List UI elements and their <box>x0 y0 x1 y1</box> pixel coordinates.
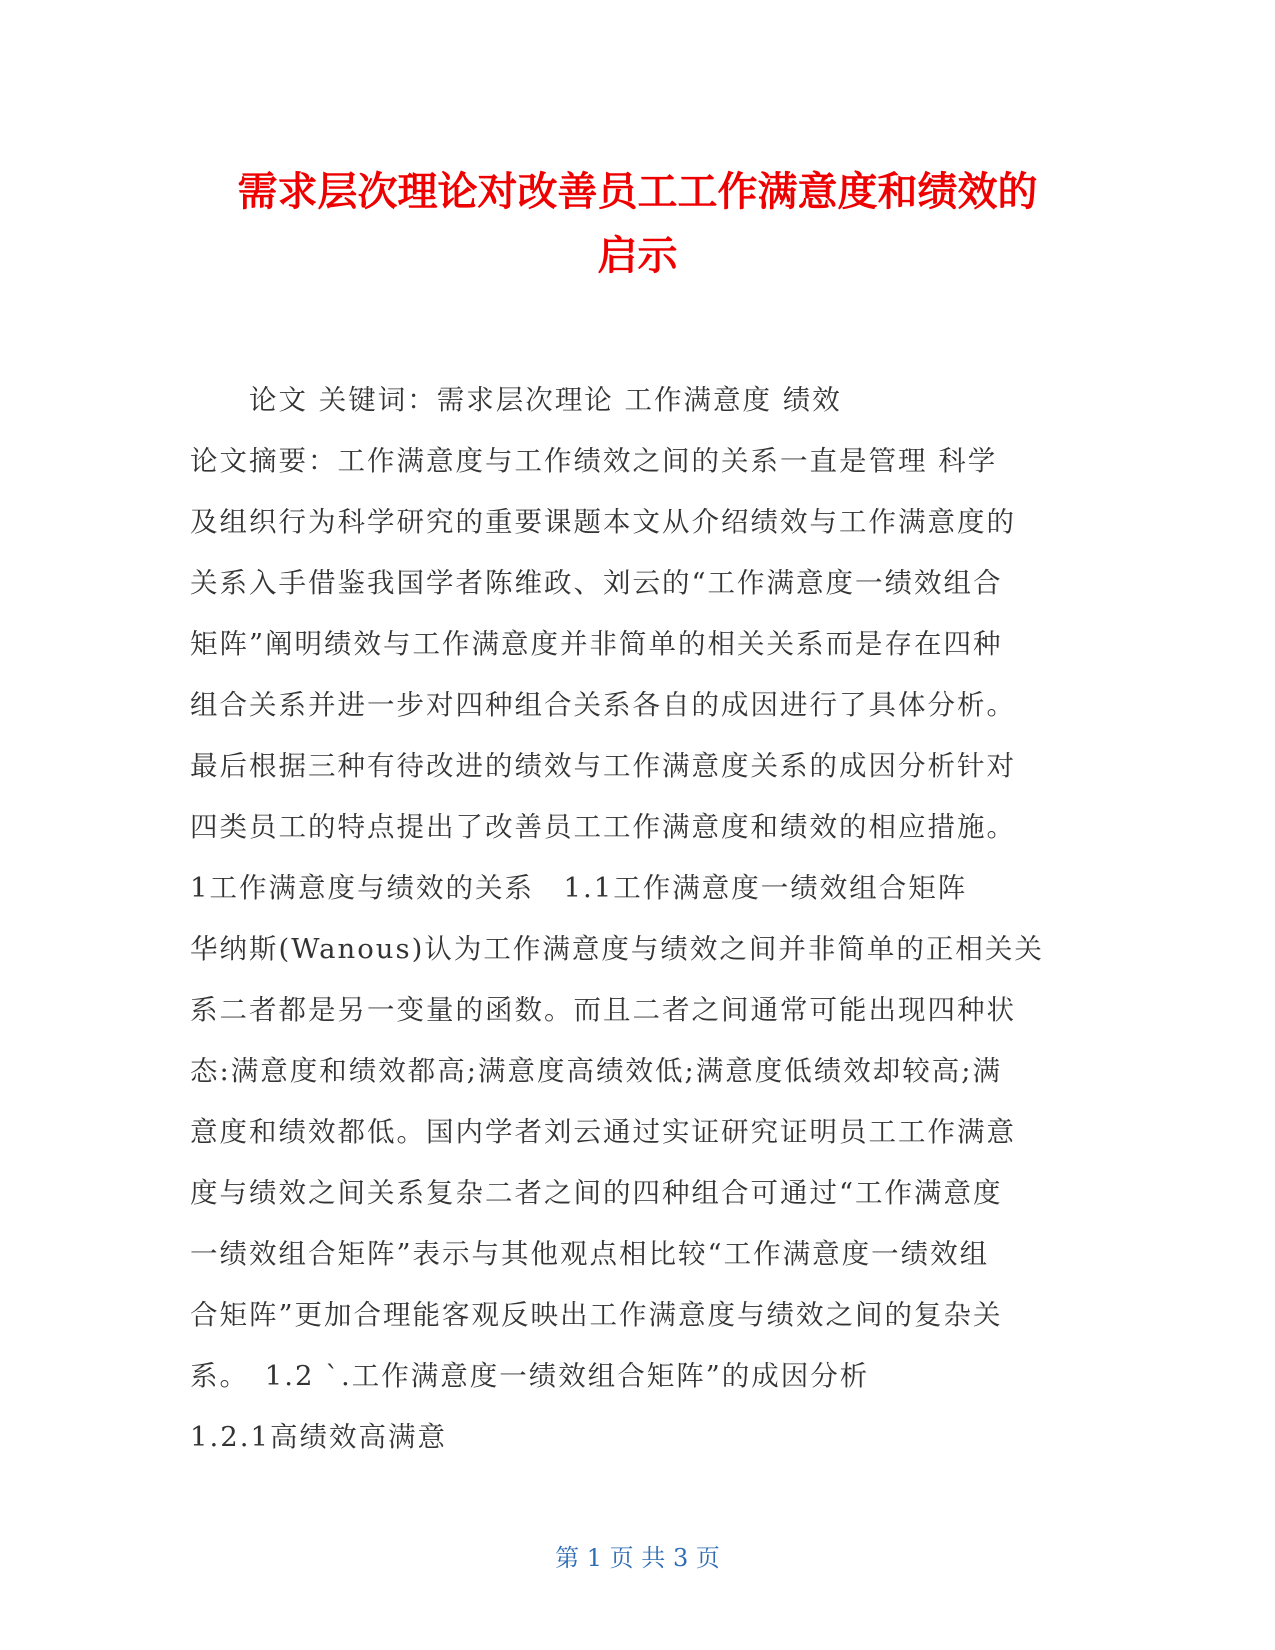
abstract-line: 关系入手借鉴我国学者陈维政、刘云的“工作满意度一绩效组合 <box>190 567 1003 599</box>
document-title-line-2: 启示 <box>597 233 678 279</box>
body-line: 华纳斯(Wanous)认为工作满意度与绩效之间并非简单的正相关关 <box>190 933 1044 965</box>
document-body <box>190 370 1070 1468</box>
body-line: 意度和绩效都低。国内学者刘云通过实证研究证明员工工作满意 <box>190 1116 1016 1148</box>
body-line: 系。 1.2 `.工作满意度一绩效组合矩阵”的成因分析 <box>190 1360 870 1392</box>
body-line: 态:满意度和绩效都高;满意度高绩效低;满意度低绩效却较高;满 <box>190 1055 1003 1087</box>
section-heading-line: 1工作满意度与绩效的关系 1.1工作满意度一绩效组合矩阵 <box>190 872 968 904</box>
abstract-line: 最后根据三种有待改进的绩效与工作满意度关系的成因分析针对 <box>190 750 1016 782</box>
abstract-line: 及组织行为科学研究的重要课题本文从介绍绩效与工作满意度的 <box>190 506 1016 538</box>
body-line: 一绩效组合矩阵”表示与其他观点相比较“工作满意度一绩效组 <box>190 1238 990 1270</box>
keywords-line: 论文 关键词：需求层次理论 工作满意度 绩效 <box>190 384 842 416</box>
abstract-line: 四类员工的特点提出了改善员工工作满意度和绩效的相应措施。 <box>190 811 1016 843</box>
abstract-line: 组合关系并进一步对四种组合关系各自的成因进行了具体分析。 <box>190 689 1016 721</box>
body-line: 度与绩效之间关系复杂二者之间的四种组合可通过“工作满意度 <box>190 1177 1003 1209</box>
document-title-line-1: 需求层次理论对改善员工工作满意度和绩效的 <box>237 169 1038 215</box>
body-line: 系二者都是另一变量的函数。而且二者之间通常可能出现四种状 <box>190 994 1016 1026</box>
abstract-line: 矩阵”阐明绩效与工作满意度并非简单的相关关系而是存在四种 <box>190 628 1003 660</box>
body-line: 合矩阵”更加合理能客观反映出工作满意度与绩效之间的复杂关 <box>190 1299 1003 1331</box>
abstract-line: 论文摘要：工作满意度与工作绩效之间的关系一直是管理 科学 <box>190 445 998 477</box>
page-number-footer: 第 1 页 共 3 页 <box>555 1544 720 1572</box>
document-title <box>150 160 1125 288</box>
subsection-heading-line: 1.2.1高绩效高满意 <box>190 1421 447 1453</box>
